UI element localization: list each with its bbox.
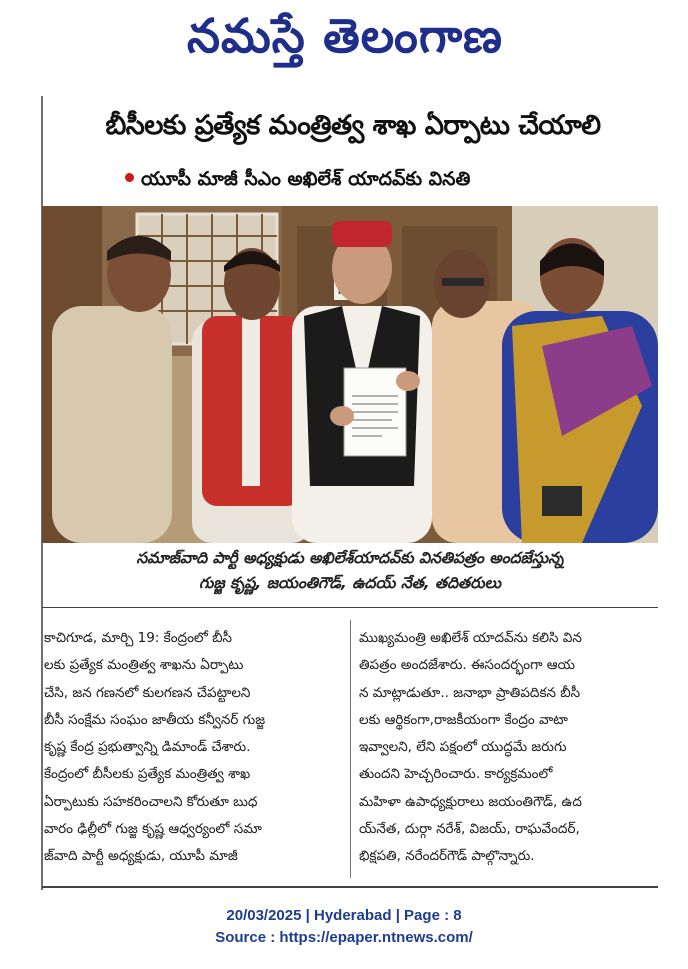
body-line: మహిళా ఉపాధ్యక్షురాలు జయంతిగౌడ్, ఉద — [359, 793, 582, 810]
body-line: భిక్షపతి, నరేందర్‌గౌడ్ పాల్గొన్నారు. — [359, 848, 535, 865]
footer-source-link[interactable]: Source : https://epaper.ntnews.com/ — [215, 929, 473, 946]
article-subhead — [125, 168, 585, 195]
body-line: కృష్ణ కేంద్ర ప్రభుత్వాన్ని డిమాండ్ చేశారు. — [44, 739, 251, 756]
red-bullet-icon — [125, 173, 134, 182]
caption-line: సమాజ్‌వాది పార్టీ అధ్యక్షుడు అఖిలేశ్‌యాదవ్‌కు వినతిపత్రం అందజేస్తున్న — [136, 549, 564, 567]
body-line: తిపత్రం అందజేశారు. ఈసందర్భంగా ఆయ — [359, 657, 575, 674]
body-line: వారం ఢిల్లీలో గుజ్జ కృష్ణ ఆధ్వర్యంలో సమా — [44, 821, 262, 838]
body-line: య్‌నేత, దుర్గా నరేశ్, విజయ్, రాఘవేందర్, — [359, 821, 580, 838]
article-bottom-rule — [42, 886, 658, 888]
article-body-right — [359, 625, 655, 871]
body-line: ఇవ్వాలని, లేని పక్షంలో యుద్ధమే జరుగు — [359, 739, 567, 756]
body-line: తుందని హెచ్చరించారు. కార్యక్రమంలో — [359, 766, 553, 783]
article-headline: బీసీలకు ప్రత్యేక మంత్రిత్వ శాఖ ఏర్పాటు చేయాలి — [105, 110, 601, 141]
body-line: కాచిగూడ, మార్చి 19: కేంద్రంలో బీసీ — [44, 630, 232, 646]
body-line: చేసి, జన గణనలో కులగణన చేపట్టాలని — [44, 684, 251, 701]
caption-line: గుజ్జ కృష్ణ, జయంతిగౌడ్, ఉదయ్ నేత, తదితరులు — [198, 574, 502, 592]
body-line: లకు ఆర్థికంగా,రాజకీయంగా కేంద్రం వాటా — [359, 711, 568, 728]
body-line: న మాట్లాడుతూ.. జనాభా ప్రాతిపదికన బీసీ — [359, 684, 581, 701]
body-line: ఏర్పాటుకు సహకరించాలని కోరుతూ బుధ — [44, 793, 258, 810]
footer-date-edition: 20/03/2025 | Hyderabad | Page : 8 — [226, 907, 462, 924]
article-body-left — [44, 625, 340, 871]
body-line: కేంద్రంలో బీసీలకు ప్రత్యేక మంత్రిత్వ శాఖ — [44, 766, 251, 783]
masthead-title: నమస్తే తెలంగాణ — [187, 9, 503, 64]
photo-caption — [42, 546, 658, 596]
column-divider — [350, 620, 351, 878]
news-photo — [42, 206, 658, 543]
subhead-text: యూపీ మాజీ సీఎం అఖిలేశ్ యాదవ్‌కు వినతి — [141, 168, 471, 190]
body-line: ముఖ్యమంత్రి అఖిలేశ్ యాదవ్‌ను కలిసి విన — [359, 630, 582, 646]
body-line: బీసీ సంక్షేమ సంఘం జాతీయ కన్వీనర్ గుజ్జ — [44, 711, 266, 728]
body-line: లకు ప్రత్యేక మంత్రిత్వ శాఖను ఏర్పాటు — [44, 657, 244, 674]
caption-divider — [42, 607, 658, 608]
body-line: జ్‌వాది పార్టీ అధ్యక్షుడు, యూపీ మాజీ — [44, 848, 238, 865]
